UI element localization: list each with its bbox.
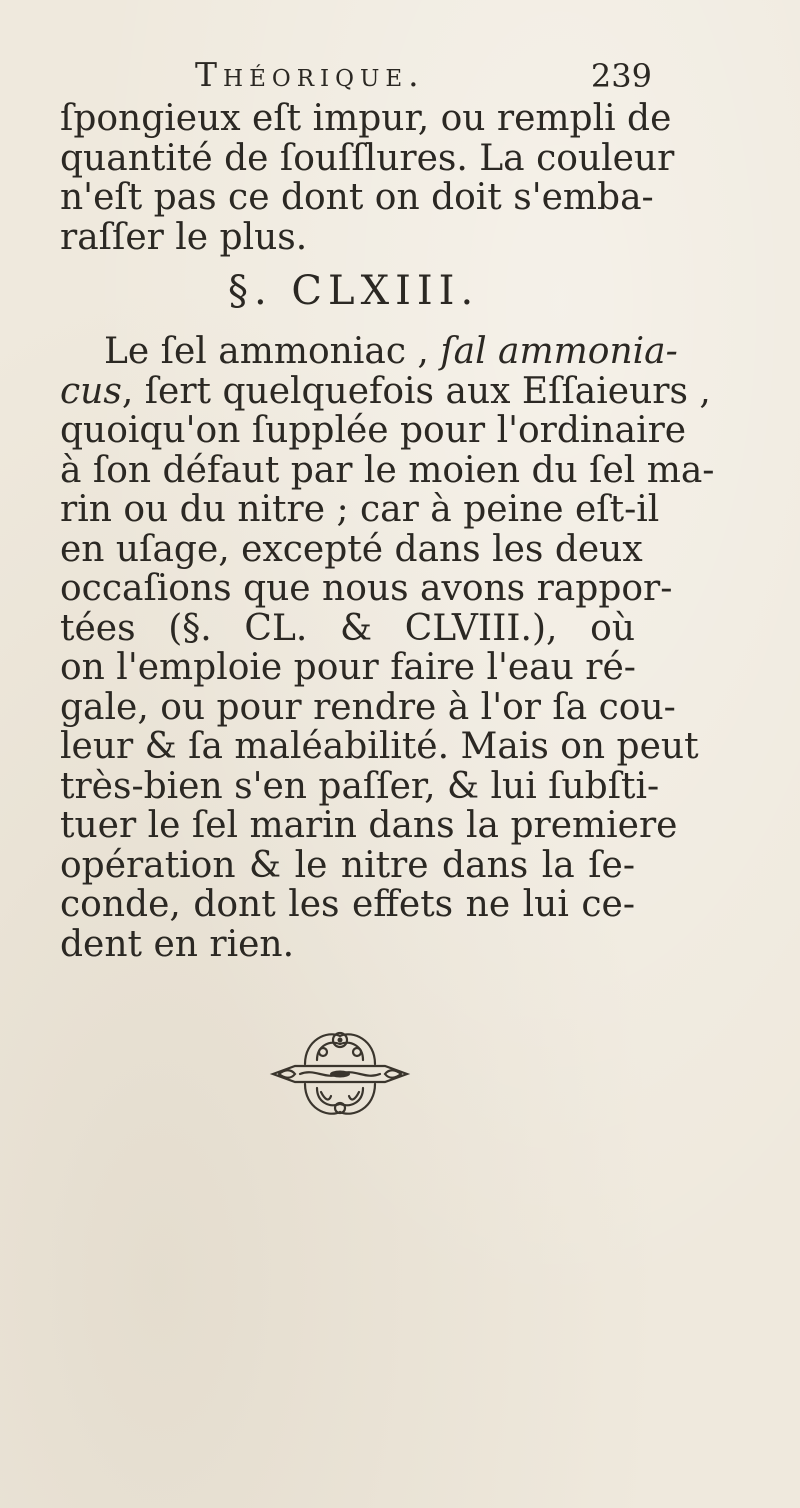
page-header	[195, 55, 660, 101]
running-head: Théorique.	[195, 55, 425, 94]
text-line: gale, ou pour rendre à l'or ſa cou-	[60, 686, 676, 728]
text-line: quoiqu'on ſupplée pour l'ordinaire	[60, 410, 687, 451]
text-line: ſpongieux eſt impur, ou rempli de	[60, 98, 672, 139]
text-line: à ſon défaut par le moien du ſel ma-	[60, 449, 715, 491]
text-line: en uſage, excepté dans les deux	[60, 528, 643, 570]
latin-term: ſal ammonia-	[440, 331, 678, 372]
text-line: on l'emploie pour faire l'eau ré-	[60, 647, 636, 688]
text-line: conde, dont les effets ne lui ce-	[60, 884, 635, 925]
text-line: n'eſt pas ce dont on doit s'emba-	[60, 177, 654, 218]
text-run: , ſert quelquefois aux Eſſaieurs ,	[121, 370, 711, 412]
text-line: occaſions que nous avons rappor-	[60, 568, 673, 609]
text-line: tuer le ſel marin dans la premiere	[60, 805, 678, 846]
text-line	[60, 370, 711, 412]
text-run: Le ſel ammoniac ,	[104, 331, 441, 372]
paragraph-sal-ammoniac	[60, 331, 715, 965]
text-line: dent en rien.	[60, 923, 295, 965]
text-line	[60, 331, 678, 372]
text-line: très-bien s'en paſſer, & lui ſubſti-	[60, 765, 660, 807]
text-line: tées (§. CL. & CLVIII.), où	[60, 607, 635, 649]
text-line: quantité de ſouſſlures. La couleur	[60, 137, 675, 179]
text-line: rin ou du nitre ; car à peine eſt-il	[60, 489, 660, 530]
text-line: opération & le nitre dans la ſe-	[60, 844, 635, 886]
section-heading: §. CLXIII.	[228, 268, 480, 314]
latin-term: cus	[60, 370, 122, 412]
paragraph-continued	[60, 98, 675, 258]
text-line: raſſer le plus.	[60, 216, 308, 258]
floral-ornament-icon	[265, 1022, 415, 1122]
page-number: 239	[590, 57, 652, 95]
text-line: leur & ſa maléabilité. Mais on peut	[60, 726, 699, 767]
